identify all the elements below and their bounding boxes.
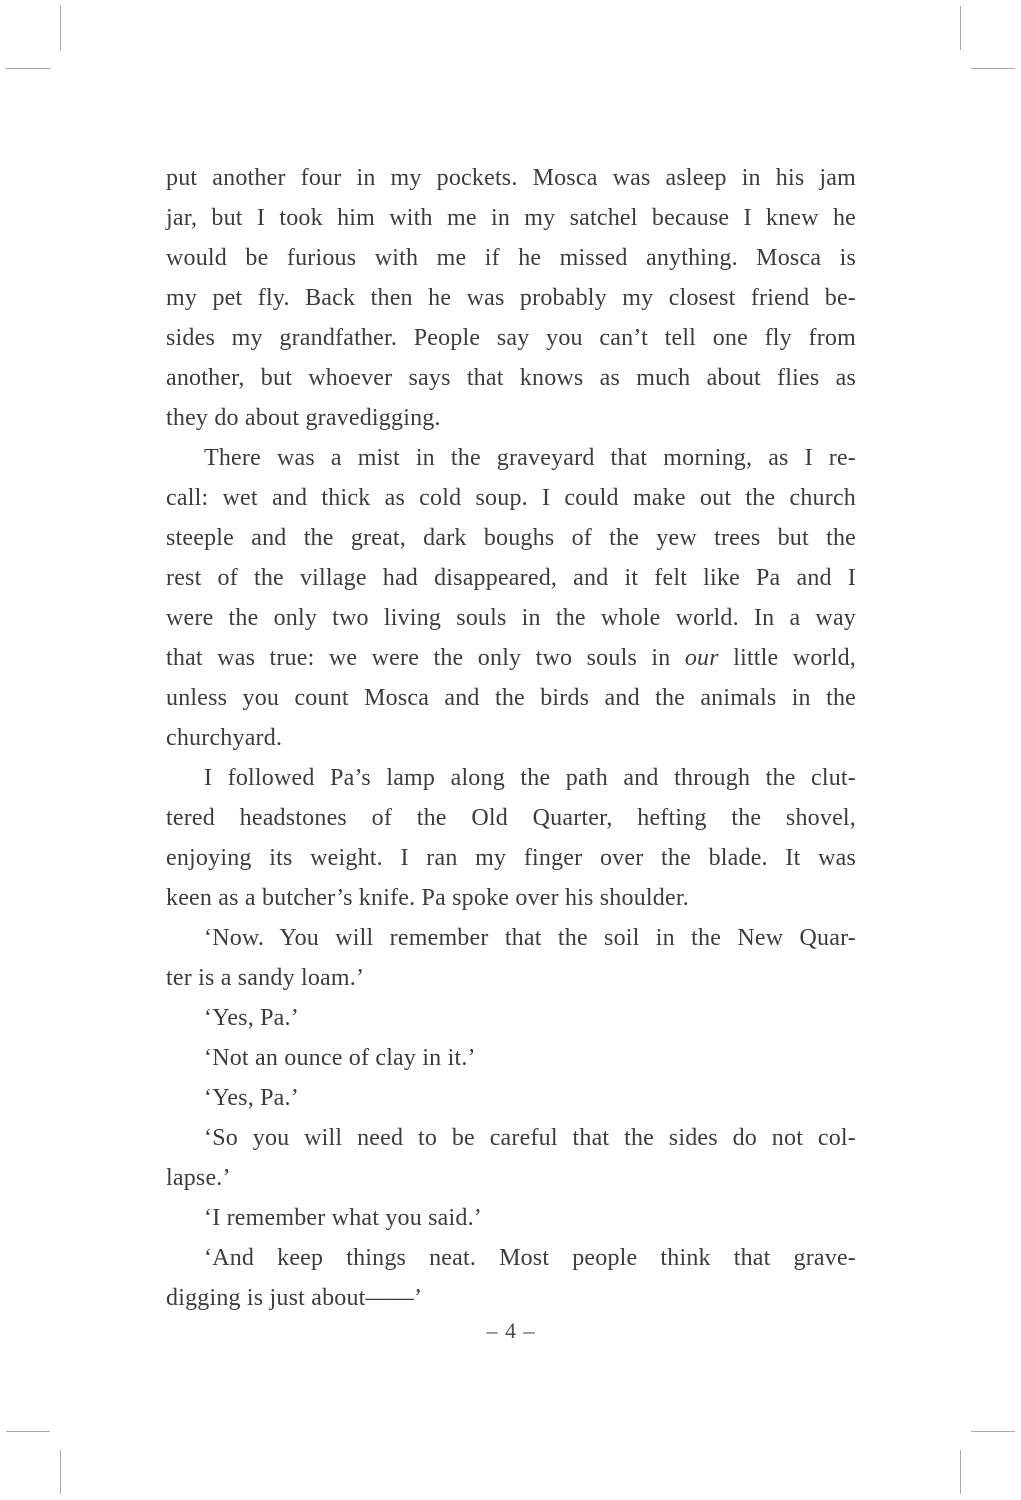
text-line: sides my grandfather. People say you can’t tell one fly from	[166, 325, 856, 351]
text-line: ‘So you will need to be careful that the sides do not col-	[204, 1125, 856, 1151]
text-line: ‘And keep things neat. Most people think that grave-	[204, 1245, 856, 1271]
text-line: ‘Yes, Pa.’	[204, 1005, 299, 1031]
crop-mark-bottom-right-vertical	[960, 1450, 961, 1494]
text-line: rest of the village had disappeared, and it felt like Pa and I	[166, 565, 856, 591]
text-line: enjoying its weight. I ran my finger over the blade. It was	[166, 845, 856, 871]
crop-mark-top-right-horizontal	[971, 68, 1015, 69]
text-line: lapse.’	[166, 1165, 231, 1191]
text-line: steeple and the great, dark boughs of the yew trees but the	[166, 525, 856, 551]
text-line: unless you count Mosca and the birds and the animals in the	[166, 685, 856, 711]
crop-mark-top-left-vertical	[60, 6, 61, 50]
crop-mark-bottom-right-horizontal	[971, 1431, 1015, 1432]
crop-mark-bottom-left-vertical	[60, 1450, 61, 1494]
italic-text: our	[684, 645, 719, 671]
crop-mark-top-left-horizontal	[6, 68, 50, 69]
text-line: ‘Not an ounce of clay in it.’	[204, 1045, 476, 1071]
page-number: – 4 –	[486, 1318, 536, 1343]
text-line: churchyard.	[166, 725, 283, 751]
crop-mark-bottom-left-horizontal	[6, 1431, 50, 1432]
text-line: tered headstones of the Old Quarter, hefting the shovel,	[166, 805, 856, 831]
text-line: would be furious with me if he missed anything. Mosca is	[166, 245, 856, 271]
text-line: another, but whoever says that knows as much about flies as	[166, 365, 856, 391]
text-line: jar, but I took him with me in my satchel because I knew he	[166, 205, 856, 231]
text-line: ter is a sandy loam.’	[166, 965, 365, 991]
text-line: call: wet and thick as cold soup. I could make out the church	[166, 485, 856, 511]
text-line: ‘Now. You will remember that the soil in the New Quar-	[204, 925, 856, 951]
crop-mark-top-right-vertical	[960, 6, 961, 50]
text-line: ‘Yes, Pa.’	[204, 1085, 299, 1111]
text-line: my pet fly. Back then he was probably my closest friend be-	[166, 285, 856, 311]
text-line: There was a mist in the graveyard that morning, as I re-	[204, 445, 856, 471]
text-line: ‘I remember what you said.’	[204, 1205, 482, 1231]
text-block	[166, 158, 856, 1318]
text-line: keen as a butcher’s knife. Pa spoke over his shoulder.	[166, 885, 689, 911]
text-line: I followed Pa’s lamp along the path and through the clut-	[204, 765, 856, 791]
text-line: they do about gravedigging.	[166, 405, 441, 431]
text-line: digging is just about——’	[166, 1285, 423, 1311]
text-line: that was true: we were the only two souls in our little world,	[166, 645, 856, 671]
text-line: were the only two living souls in the whole world. In a way	[166, 605, 856, 631]
text-line: put another four in my pockets. Mosca was asleep in his jam	[166, 165, 856, 191]
